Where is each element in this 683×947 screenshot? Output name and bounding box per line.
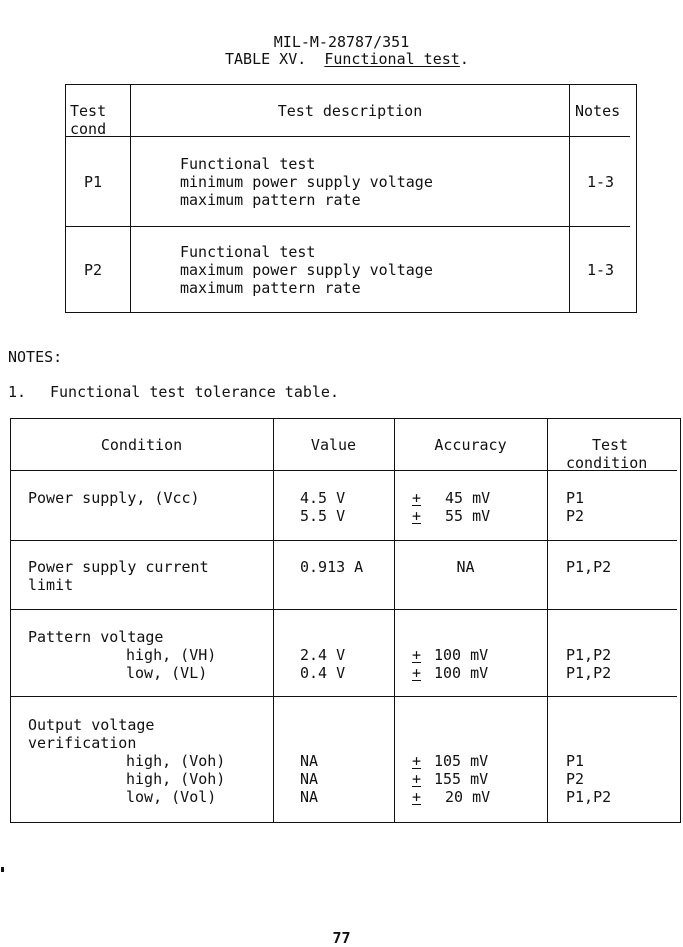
- page-number: 77: [332, 929, 351, 947]
- row-value: 4.5 V: [300, 489, 346, 507]
- row-condition: Pattern voltage: [28, 628, 164, 646]
- header-condition: Condition: [100, 436, 183, 454]
- row-condition: Power supply current: [28, 558, 209, 576]
- table-caption: [225, 50, 469, 68]
- row-test-condition: P1,P2: [566, 646, 612, 664]
- plus-minus-icon: +: [412, 489, 422, 507]
- row-accuracy: 20 mV: [445, 788, 491, 806]
- document-number: MIL-M-28787/351: [273, 33, 410, 51]
- header-test-cond: Test: [70, 102, 107, 120]
- row-test-condition: P1,P2: [566, 558, 612, 576]
- row-condition: high, (VH): [126, 646, 217, 664]
- row-accuracy: 100 mV: [434, 646, 489, 664]
- header-test-description: Test description: [277, 102, 423, 120]
- row-condition: Power supply, (Vcc): [28, 489, 200, 507]
- row-desc-line: Functional test: [180, 155, 316, 173]
- row-desc-line: maximum pattern rate: [180, 191, 361, 209]
- row-accuracy: 55 mV: [445, 507, 491, 525]
- header-accuracy: Accuracy: [434, 436, 507, 454]
- table-caption-prefix: TABLE XV.: [225, 50, 307, 68]
- plus-minus-icon: +: [412, 664, 422, 682]
- plus-minus-icon: +: [412, 507, 422, 525]
- plus-minus-icon: +: [412, 752, 422, 770]
- row-desc-line: minimum power supply voltage: [180, 173, 433, 191]
- header-test-cond-line2: cond: [70, 120, 107, 138]
- row-value: 0.4 V: [300, 664, 346, 682]
- note-1-number: 1.: [8, 383, 27, 401]
- table-caption-title: Functional test: [324, 50, 460, 68]
- row-condition: limit: [28, 576, 74, 594]
- plus-minus-icon: +: [412, 646, 422, 664]
- header-test-condition: Test: [591, 436, 629, 454]
- header-value: Value: [310, 436, 357, 454]
- row-notes: 1-3: [587, 261, 615, 279]
- row-test-condition: P1,P2: [566, 664, 612, 682]
- row-test-condition: P2: [566, 507, 585, 525]
- row-value: NA: [300, 788, 319, 806]
- row-test-condition: P1: [566, 752, 585, 770]
- row-value: NA: [300, 752, 319, 770]
- row-test-condition: P1,P2: [566, 788, 612, 806]
- scan-mark: [1, 867, 4, 872]
- header-test-condition-line2: condition: [566, 454, 648, 472]
- row-condition: Output voltage: [28, 716, 155, 734]
- row-cond: P1: [84, 173, 103, 191]
- note-1-text: Functional test tolerance table.: [50, 383, 339, 401]
- row-accuracy: 105 mV: [434, 752, 489, 770]
- plus-minus-icon: +: [412, 788, 422, 806]
- row-accuracy: 155 mV: [434, 770, 489, 788]
- row-accuracy: NA: [456, 558, 475, 576]
- row-accuracy: 100 mV: [434, 664, 489, 682]
- row-value: 2.4 V: [300, 646, 346, 664]
- row-test-condition: P1: [566, 489, 585, 507]
- row-condition: verification: [28, 734, 137, 752]
- row-condition: high, (Voh): [126, 752, 226, 770]
- row-value: NA: [300, 770, 319, 788]
- plus-minus-icon: +: [412, 770, 422, 788]
- row-desc-line: maximum power supply voltage: [180, 261, 433, 279]
- table-caption-period: .: [459, 50, 469, 68]
- row-desc-line: Functional test: [180, 243, 316, 261]
- row-cond: P2: [84, 261, 103, 279]
- row-desc-line: maximum pattern rate: [180, 279, 361, 297]
- row-condition: low, (Vol): [126, 788, 217, 806]
- row-condition: high, (Voh): [126, 770, 226, 788]
- row-accuracy: 45 mV: [445, 489, 491, 507]
- row-test-condition: P2: [566, 770, 585, 788]
- row-notes: 1-3: [587, 173, 615, 191]
- row-value: 5.5 V: [300, 507, 346, 525]
- row-condition: low, (VL): [126, 664, 208, 682]
- row-value: 0.913 A: [300, 558, 364, 576]
- header-notes: Notes: [575, 102, 621, 120]
- notes-heading: NOTES:: [8, 348, 63, 366]
